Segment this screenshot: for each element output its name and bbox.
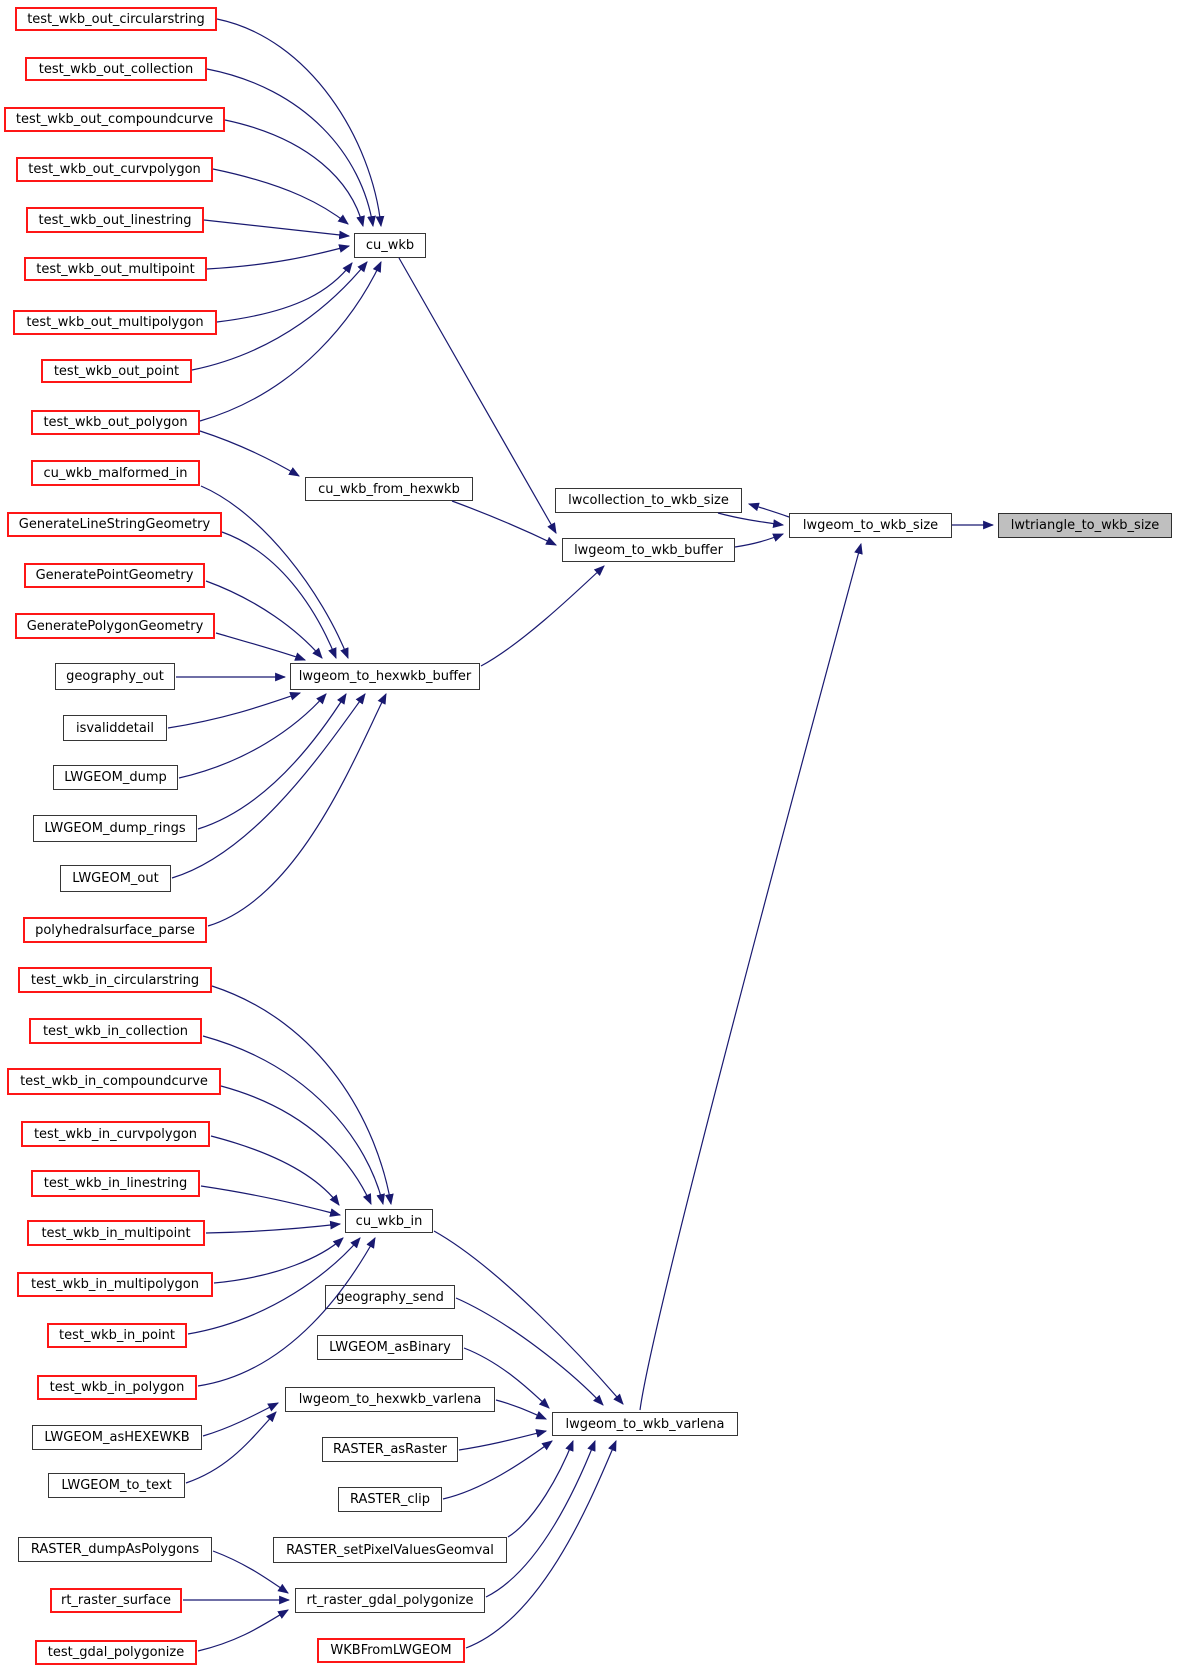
edge-test_wkb_out_point-to-cu_wkb <box>192 262 367 370</box>
edge-test_wkb_out_linestring-to-cu_wkb <box>204 220 349 236</box>
edge-test_wkb_in_polygon-to-cu_wkb_in <box>198 1238 375 1386</box>
node-test_wkb_in_collection[interactable]: test_wkb_in_collection <box>29 1018 202 1044</box>
node-test_wkb_in_multipoint[interactable]: test_wkb_in_multipoint <box>27 1220 205 1246</box>
edge-test_wkb_in_compoundcurve-to-cu_wkb_in <box>221 1086 371 1204</box>
edge-test_gdal_polygonize-to-rt_raster_gdal_polygonize <box>198 1610 288 1651</box>
edge-LWGEOM_asHEXEWKB-to-lwgeom_to_hexwkb_varlena <box>203 1403 278 1436</box>
node-test_wkb_in_compoundcurve[interactable]: test_wkb_in_compoundcurve <box>7 1068 221 1095</box>
node-LWGEOM_asHEXEWKB[interactable]: LWGEOM_asHEXEWKB <box>32 1425 202 1450</box>
node-geography_out[interactable]: geography_out <box>55 663 175 690</box>
node-test_wkb_in_point[interactable]: test_wkb_in_point <box>47 1323 187 1348</box>
edge-test_wkb_out_collection-to-cu_wkb <box>207 69 373 226</box>
edge-test_wkb_out_polygon-to-cu_wkb <box>200 262 381 421</box>
node-cu_wkb_from_hexwkb[interactable]: cu_wkb_from_hexwkb <box>305 477 473 501</box>
edge-test_wkb_in_circularstring-to-cu_wkb_in <box>212 986 391 1204</box>
edge-test_wkb_out_compoundcurve-to-cu_wkb <box>225 120 363 226</box>
node-RASTER_dumpAsPolygons[interactable]: RASTER_dumpAsPolygons <box>18 1537 212 1562</box>
edge-test_wkb_out_polygon-to-cu_wkb_from_hexwkb <box>200 431 299 476</box>
edge-test_wkb_out_multipoint-to-cu_wkb <box>207 246 349 269</box>
edge-LWGEOM_dump-to-lwgeom_to_hexwkb_buffer <box>179 694 326 778</box>
edge-lwcollection_to_wkb_size-to-lwgeom_to_wkb_size <box>718 513 783 525</box>
edge-rt_raster_gdal_polygonize-to-lwgeom_to_wkb_varlena <box>486 1441 595 1597</box>
node-GeneratePointGeometry[interactable]: GeneratePointGeometry <box>24 563 205 588</box>
node-rt_raster_gdal_polygonize[interactable]: rt_raster_gdal_polygonize <box>295 1588 485 1613</box>
edge-polyhedralsurface_parse-to-lwgeom_to_hexwkb_buffer <box>208 694 386 926</box>
node-LWGEOM_dump[interactable]: LWGEOM_dump <box>53 765 178 790</box>
node-RASTER_setPixelValuesGeomval[interactable]: RASTER_setPixelValuesGeomval <box>273 1537 507 1563</box>
edge-test_wkb_out_multipolygon-to-cu_wkb <box>217 263 352 322</box>
node-test_wkb_out_multipoint[interactable]: test_wkb_out_multipoint <box>24 257 207 281</box>
edge-RASTER_clip-to-lwgeom_to_wkb_varlena <box>443 1441 552 1499</box>
edge-cu_wkb_in-to-lwgeom_to_wkb_varlena <box>434 1231 623 1404</box>
node-lwcollection_to_wkb_size[interactable]: lwcollection_to_wkb_size <box>555 488 742 513</box>
node-test_wkb_in_polygon[interactable]: test_wkb_in_polygon <box>37 1375 197 1400</box>
node-test_wkb_out_collection[interactable]: test_wkb_out_collection <box>25 57 207 81</box>
node-test_wkb_in_linestring[interactable]: test_wkb_in_linestring <box>31 1170 200 1197</box>
node-lwgeom_to_wkb_varlena[interactable]: lwgeom_to_wkb_varlena <box>552 1412 738 1436</box>
edge-LWGEOM_out-to-lwgeom_to_hexwkb_buffer <box>172 694 365 878</box>
node-test_wkb_in_multipolygon[interactable]: test_wkb_in_multipolygon <box>17 1272 213 1297</box>
edge-RASTER_setPixelValuesGeomval-to-lwgeom_to_wkb_varlena <box>508 1441 573 1537</box>
edge-test_wkb_in_collection-to-cu_wkb_in <box>203 1036 383 1204</box>
node-test_wkb_out_multipolygon[interactable]: test_wkb_out_multipolygon <box>13 310 217 335</box>
node-test_wkb_in_circularstring[interactable]: test_wkb_in_circularstring <box>18 967 212 993</box>
edge-RASTER_asRaster-to-lwgeom_to_wkb_varlena <box>459 1431 546 1450</box>
edge-test_wkb_in_curvpolygon-to-cu_wkb_in <box>211 1136 339 1205</box>
edge-LWGEOM_dump_rings-to-lwgeom_to_hexwkb_buffer <box>198 694 346 829</box>
edge-lwgeom_to_hexwkb_varlena-to-lwgeom_to_wkb_varlena <box>496 1400 546 1419</box>
node-lwgeom_to_hexwkb_buffer[interactable]: lwgeom_to_hexwkb_buffer <box>290 663 480 690</box>
node-lwtriangle_to_wkb_size: lwtriangle_to_wkb_size <box>998 513 1172 538</box>
node-cu_wkb_malformed_in[interactable]: cu_wkb_malformed_in <box>31 460 200 486</box>
edge-test_wkb_in_linestring-to-cu_wkb_in <box>201 1186 340 1215</box>
node-LWGEOM_dump_rings[interactable]: LWGEOM_dump_rings <box>33 815 197 842</box>
node-test_wkb_out_polygon[interactable]: test_wkb_out_polygon <box>31 410 200 435</box>
node-test_wkb_out_linestring[interactable]: test_wkb_out_linestring <box>26 207 204 233</box>
edge-test_wkb_out_circularstring-to-cu_wkb <box>217 19 381 226</box>
node-lwgeom_to_hexwkb_varlena[interactable]: lwgeom_to_hexwkb_varlena <box>285 1387 495 1412</box>
node-test_gdal_polygonize[interactable]: test_gdal_polygonize <box>35 1640 197 1665</box>
node-isvaliddetail[interactable]: isvaliddetail <box>63 715 167 741</box>
edge-test_wkb_in_multipolygon-to-cu_wkb_in <box>214 1238 343 1283</box>
edge-lwgeom_to_wkb_size-to-lwcollection_to_wkb_size <box>749 504 789 517</box>
edge-cu_wkb_malformed_in-to-lwgeom_to_hexwkb_buffer <box>201 486 348 658</box>
node-cu_wkb[interactable]: cu_wkb <box>354 233 426 258</box>
node-test_wkb_out_compoundcurve[interactable]: test_wkb_out_compoundcurve <box>4 107 225 132</box>
node-test_wkb_out_curvpolygon[interactable]: test_wkb_out_curvpolygon <box>16 157 213 182</box>
edge-lwgeom_to_wkb_buffer-to-lwgeom_to_wkb_size <box>735 534 783 547</box>
node-RASTER_clip[interactable]: RASTER_clip <box>338 1487 442 1512</box>
node-LWGEOM_out[interactable]: LWGEOM_out <box>60 865 171 892</box>
node-GeneratePolygonGeometry[interactable]: GeneratePolygonGeometry <box>15 613 215 639</box>
node-RASTER_asRaster[interactable]: RASTER_asRaster <box>322 1437 458 1462</box>
edge-GeneratePolygonGeometry-to-lwgeom_to_hexwkb_buffer <box>216 633 305 660</box>
node-geography_send[interactable]: geography_send <box>325 1285 455 1309</box>
node-polyhedralsurface_parse[interactable]: polyhedralsurface_parse <box>23 917 207 943</box>
node-lwgeom_to_wkb_buffer[interactable]: lwgeom_to_wkb_buffer <box>562 538 735 562</box>
edge-GenerateLineStringGeometry-to-lwgeom_to_hexwkb_buffer <box>222 532 336 658</box>
edge-GeneratePointGeometry-to-lwgeom_to_hexwkb_buffer <box>206 581 322 658</box>
node-lwgeom_to_wkb_size[interactable]: lwgeom_to_wkb_size <box>789 513 952 538</box>
edge-lwgeom_to_wkb_varlena-to-lwgeom_to_wkb_size <box>640 544 861 1410</box>
edge-test_wkb_in_multipoint-to-cu_wkb_in <box>206 1224 340 1233</box>
edge-lwgeom_to_hexwkb_buffer-to-lwgeom_to_wkb_buffer <box>481 566 604 666</box>
node-cu_wkb_in[interactable]: cu_wkb_in <box>345 1209 433 1233</box>
node-LWGEOM_asBinary[interactable]: LWGEOM_asBinary <box>317 1335 463 1360</box>
edge-cu_wkb_from_hexwkb-to-lwgeom_to_wkb_buffer <box>452 501 556 545</box>
node-test_wkb_out_point[interactable]: test_wkb_out_point <box>41 359 192 383</box>
edge-isvaliddetail-to-lwgeom_to_hexwkb_buffer <box>168 693 300 728</box>
node-test_wkb_in_curvpolygon[interactable]: test_wkb_in_curvpolygon <box>21 1121 210 1147</box>
node-LWGEOM_to_text[interactable]: LWGEOM_to_text <box>48 1473 185 1498</box>
node-WKBFromLWGEOM[interactable]: WKBFromLWGEOM <box>317 1638 465 1663</box>
edge-test_wkb_out_curvpolygon-to-cu_wkb <box>213 169 348 224</box>
node-test_wkb_out_circularstring[interactable]: test_wkb_out_circularstring <box>15 7 217 31</box>
node-rt_raster_surface[interactable]: rt_raster_surface <box>50 1588 182 1613</box>
node-GenerateLineStringGeometry[interactable]: GenerateLineStringGeometry <box>7 512 222 537</box>
